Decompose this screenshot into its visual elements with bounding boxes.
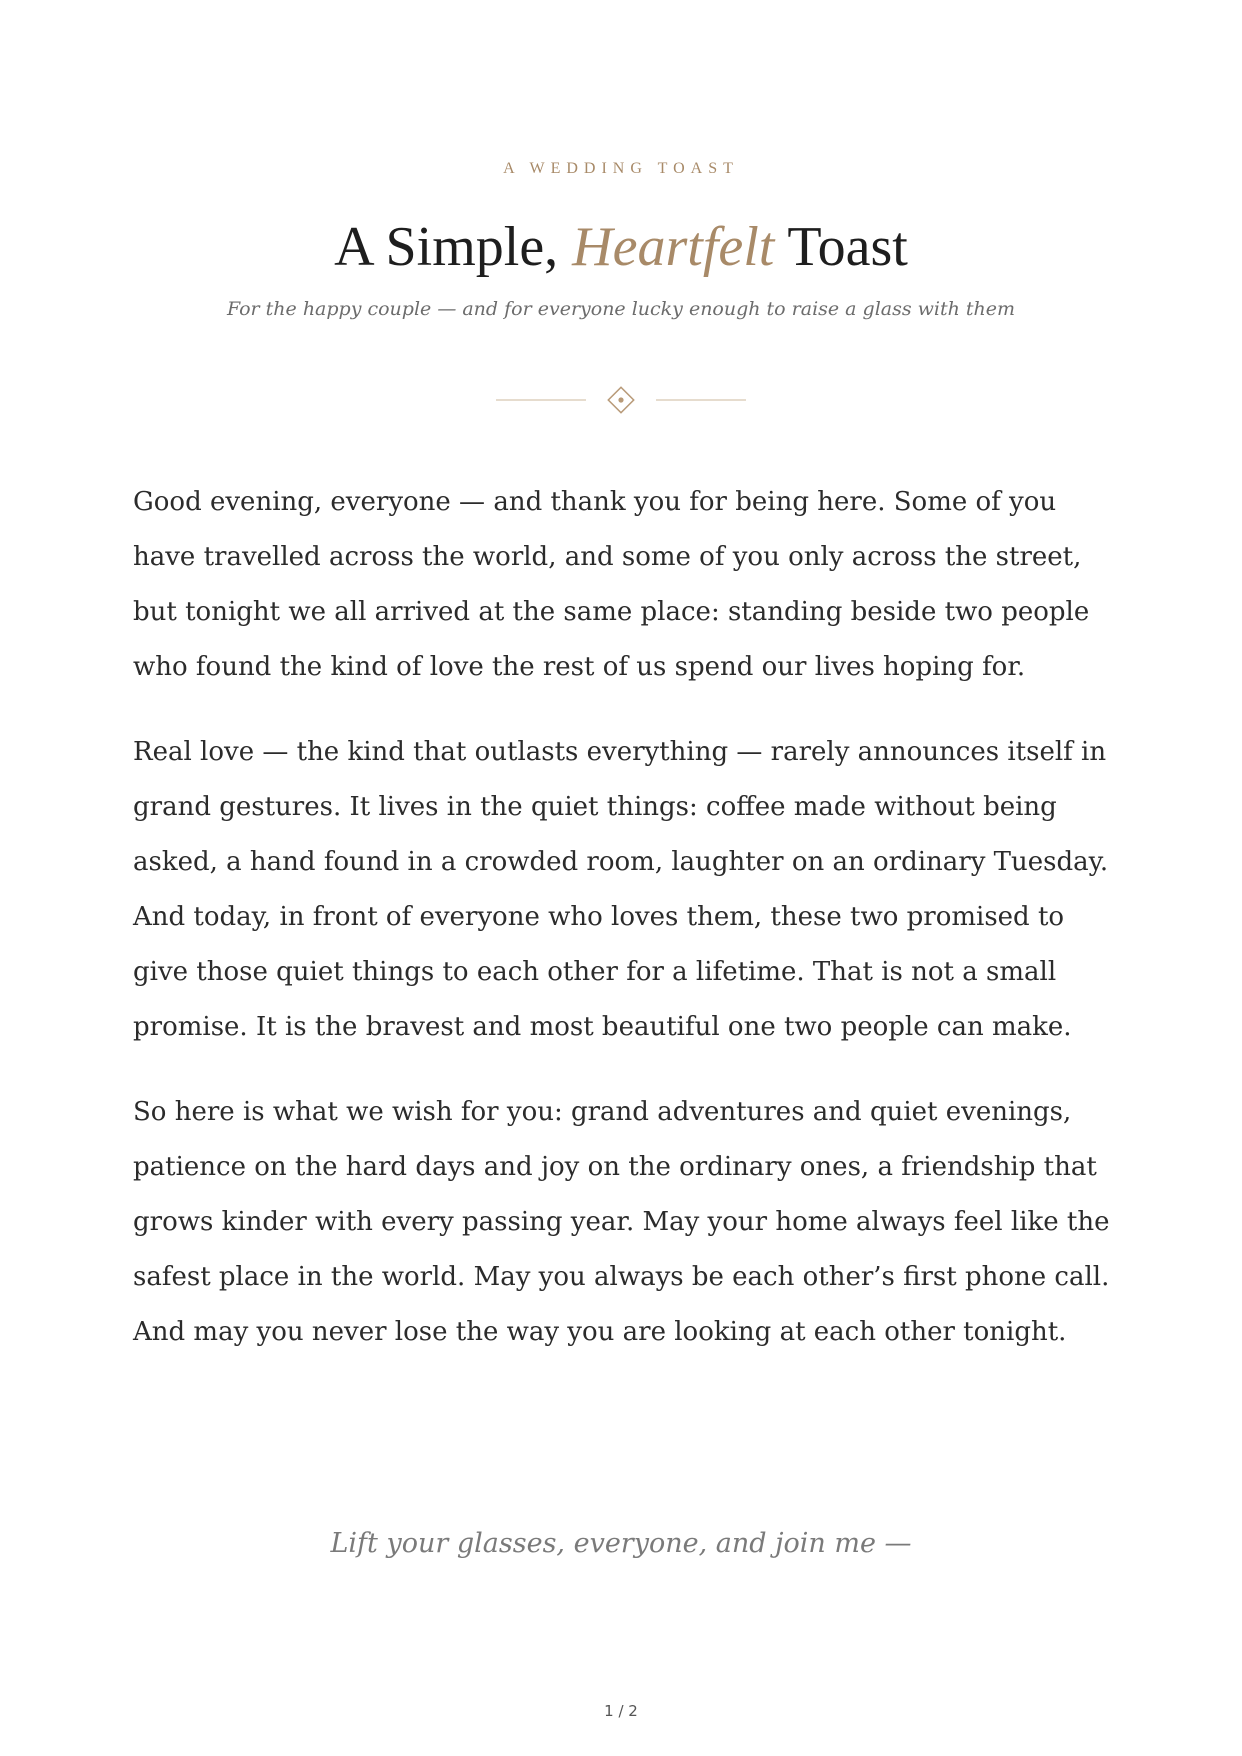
title-text-start: A Simple, bbox=[334, 216, 573, 278]
toast-paragraph-3: So here is what we wish for you: grand adventures and quiet evenings, patience on the hard days and joy on the ordinary ones, a friendship that grows kinder with every passing year. May your home always feel like the safest place in the world. May you always be each other’s first phone call. And may you never lose the way you are looking at each other tonight. bbox=[133, 1097, 1110, 1347]
subtitle: For the happy couple — and for everyone lucky enough to raise a glass with them bbox=[226, 298, 1016, 320]
ornament-divider bbox=[0, 385, 1242, 415]
toast-paragraph-1: Good evening, everyone — and thank you for being here. Some of you have travelled across the world, and some of you only across the street, but tonight we all arrived at the same place: standing beside two people who found the kind of love the rest of us spend our lives hoping for. bbox=[133, 487, 1090, 682]
page-number: 1 / 2 bbox=[604, 1702, 638, 1720]
title-text-end: Toast bbox=[774, 216, 908, 278]
toast-body bbox=[133, 475, 1113, 1390]
eyebrow-label: A WEDDING TOAST bbox=[503, 160, 739, 177]
toast-paragraph-2: Real love — the kind that outlasts everything — rarely announces itself in grand gestures. It lives in the quiet things: coffee made without being asked, a hand found in a crowded room, laughter on an ordinary Tuesday. And today, in front of everyone who loves them, these two promised to give those quiet things to each other for a lifetime. That is not a small promise. It is the bravest and most beautiful one two people can make. bbox=[133, 737, 1109, 1042]
diamond-dot bbox=[618, 397, 623, 402]
closing-line: Lift your glasses, everyone, and join me — bbox=[330, 1528, 912, 1559]
page-title bbox=[0, 212, 1242, 282]
title-accent-word: Heartfelt bbox=[572, 216, 775, 278]
diamond-divider-icon bbox=[496, 385, 746, 415]
